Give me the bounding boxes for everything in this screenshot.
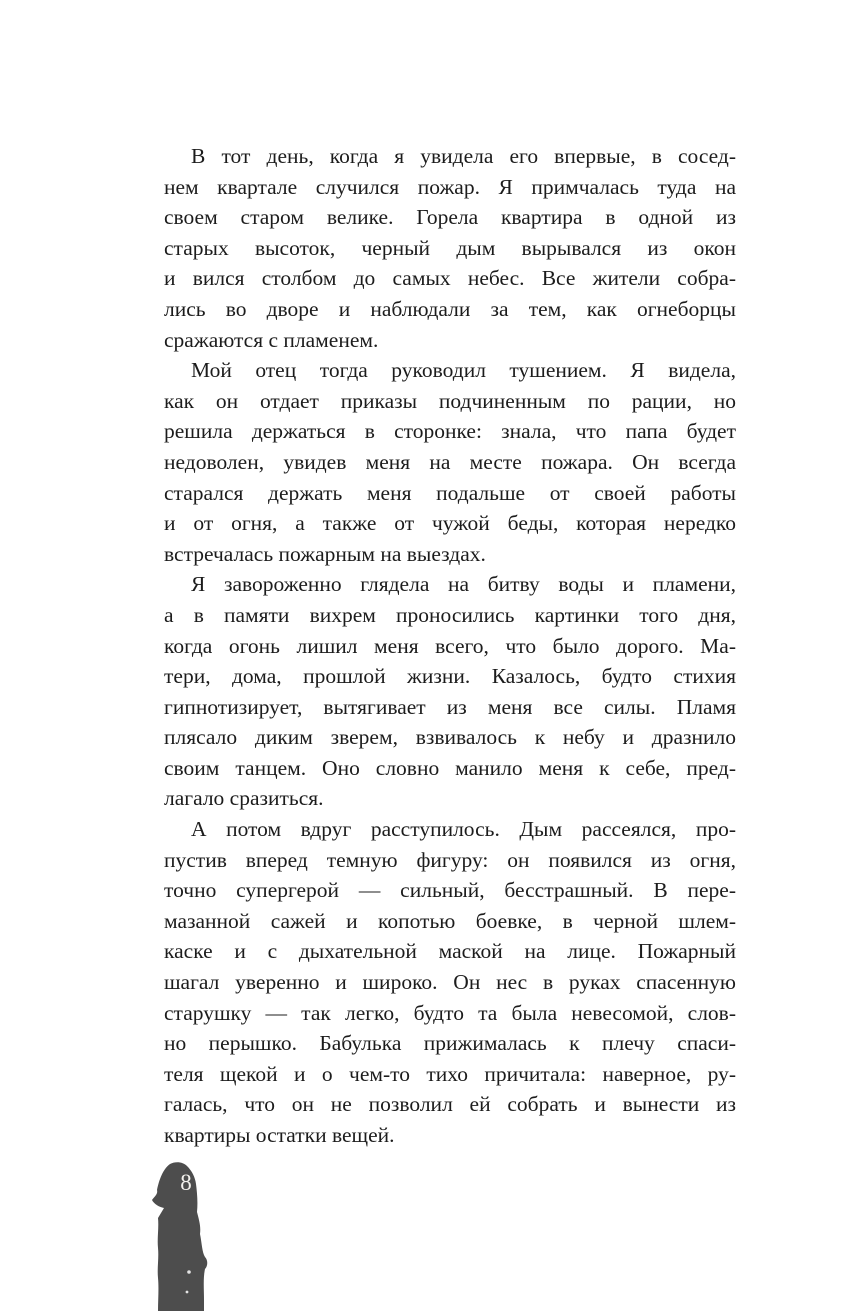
text-line: В тот день, когда я увидела его впервые, в сосед- [191,144,736,168]
text-line: решила держаться в сторонке: знала, что папа будет [164,419,736,444]
text-line: А потом вдруг расступилось. Дым рассеялся, про- [191,817,736,842]
text-line: как он отдает приказы подчиненным по рации, но [164,388,736,413]
text-line: лагало сразиться. [164,786,324,811]
text-line: встречалась пожарным на выездах. [164,541,486,566]
text-line: старых высоток, черный дым вырывался из окон [164,235,736,260]
ink-blot-speck [186,1291,189,1294]
text-line: тери, дома, прошлой жизни. Казалось, будто стихия [164,664,736,689]
text-line: своим танцем. Оно словно манило меня к себе, пред- [164,755,736,780]
paragraph [164,814,736,1151]
text-line: но перышко. Бабулька прижималась к плечу спаси- [164,1031,736,1056]
text-line: теля щекой и о чем-то тихо причитала: наверное, ру- [164,1061,736,1086]
text-line: плясало диким зверем, взвивалось к небу и дразнило [164,725,736,750]
text-line: недоволен, увидев меня на месте пожара. Он всегда [164,449,736,474]
text-line: каске и с дыхательной маской на лице. Пожарный [164,939,736,964]
text-line: нем квартале случился пожар. Я примчалась туда на [164,174,736,199]
text-line: пустив вперед темную фигуру: он появился из огня, [164,847,736,872]
text-line: старушку — так легко, будто та была невесомой, слов- [164,1000,736,1025]
text-line: сражаются с пламенем. [164,327,379,352]
ink-blot-speck [187,1270,191,1274]
text-line: мазанной сажей и копотью боевке, в черной шлем- [164,908,736,933]
page-number: 8 [180,1170,192,1195]
text-line: старался держать меня подальше от своей работы [164,480,736,505]
paragraph [164,569,736,814]
text-line: квартиры остатки вещей. [164,1123,395,1147]
text-line: Я завороженно глядела на битву воды и пламени, [191,572,736,597]
text-line: точно супергерой — сильный, бесстрашный. В пере- [164,878,736,903]
text-line: галась, что он не позволил ей собрать и вынести из [164,1092,736,1117]
book-page-text [164,141,736,1151]
text-line: своем старом велике. Горела квартира в одной из [164,205,736,230]
text-line: Мой отец тогда руководил тушением. Я видела, [191,358,736,383]
text-line: когда огонь лишил меня всего, что было дорого. Ма- [164,633,736,658]
text-line: лись во дворе и наблюдали за тем, как огнеборцы [164,296,736,321]
text-line: и от огня, а также от чужой беды, которая нередко [164,511,736,536]
text-line: и вился столбом до самых небес. Все жители собра- [164,266,736,291]
text-line: гипнотизирует, вытягивает из меня все силы. Пламя [164,694,736,719]
paragraph [164,355,736,569]
text-line: шагал уверенно и широко. Он нес в руках спасенную [164,970,736,995]
paragraph [164,141,736,355]
text-line: а в памяти вихрем проносились картинки того дня, [164,602,736,627]
